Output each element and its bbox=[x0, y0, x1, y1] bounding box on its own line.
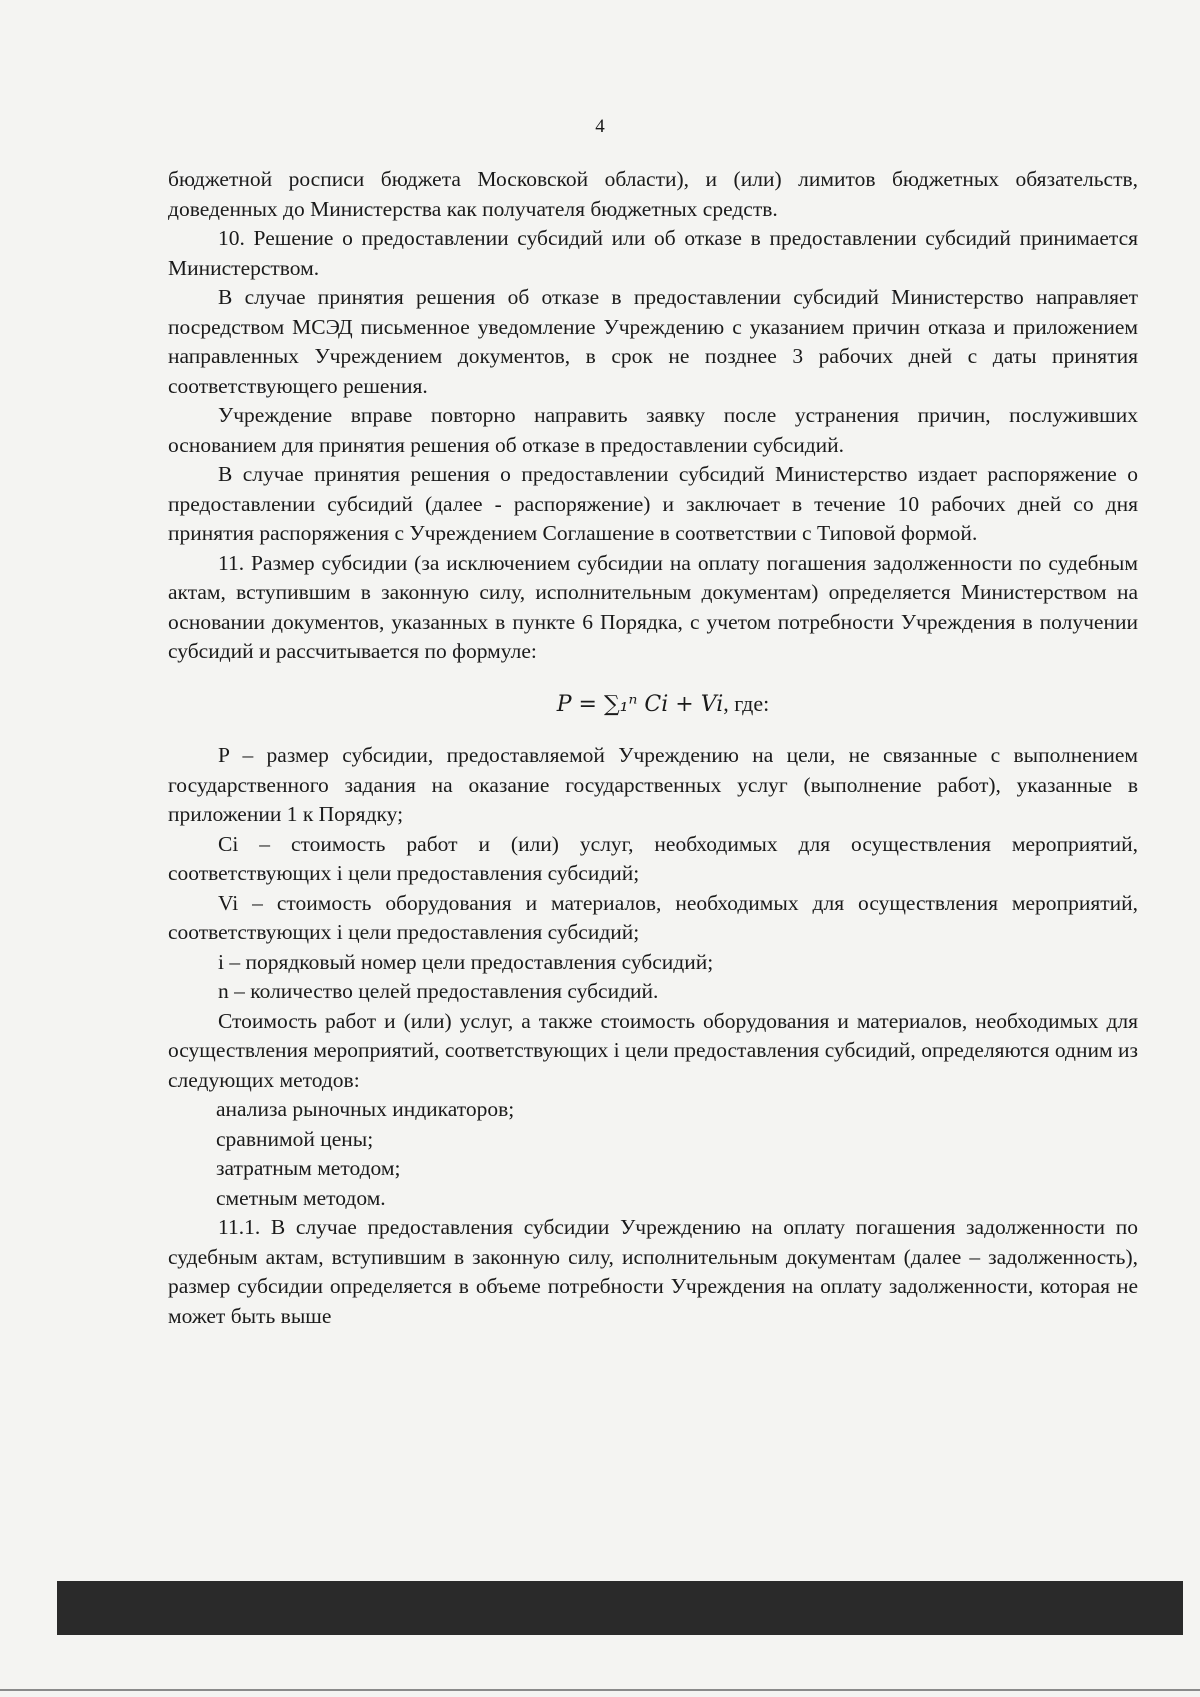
paragraph-cost-methods: Стоимость работ и (или) услуг, а также стоимость оборудования и материалов, необходимых для осуществления мероприятий, соответствующих i цели предоставления субсидий, определяются одним из следующих методов: bbox=[168, 1008, 1138, 1092]
list-item: сравнимой цены; bbox=[216, 1126, 374, 1151]
page-number: 4 bbox=[595, 116, 605, 137]
definition-vi: Vi – стоимость оборудования и материалов, необходимых для осуществления мероприятий, соответствующих i цели предоставления субсидий; bbox=[168, 890, 1138, 944]
paragraph-refusal: В случае принятия решения об отказе в предоставлении субсидий Министерство направляет посредством МСЭД письменное уведомление Учреждению с указанием причин отказа и приложением направленных Учреждением документов, в срок не позднее 3 рабочих дней с даты принятия соответствующего решения. bbox=[168, 285, 1138, 398]
formula-expression: P = ∑₁ⁿ Ci + Vi bbox=[556, 691, 724, 717]
list-item: анализа рыночных индикаторов; bbox=[216, 1097, 515, 1121]
footer-scan-band bbox=[57, 1581, 1183, 1635]
definition-n: n – количество целей предоставления субсидий. bbox=[218, 979, 659, 1003]
definition-i: i – порядковый номер цели предоставления субсидий; bbox=[218, 949, 714, 974]
definition-ci: Ci – стоимость работ и (или) услуг, необходимых для осуществления мероприятий, соответствующих i цели предоставления субсидий; bbox=[168, 831, 1138, 885]
paragraph-11: 11. Размер субсидии (за исключением субсидии на оплату погашения задолженности по судебным актам, вступившим в законную силу, исполнительным документам) определяется Министерством на основании документов, указанных в пункте 6 Порядка, с учетом потребности Учреждения в получении субсидий и рассчитывается по формуле: bbox=[168, 550, 1138, 663]
subsidy-formula bbox=[168, 689, 1138, 720]
list-item: затратным методом; bbox=[216, 1156, 401, 1180]
bottom-edge-line bbox=[0, 1689, 1200, 1691]
paragraph-grant-decision: В случае принятия решения о предоставлении субсидий Министерство издает распоряжение о предоставлении субсидий (далее - распоряжение) и заключает в течение 10 рабочих дней со дня принятия распоряжения с Учреждением Соглашение в соответствии с Типовой формой. bbox=[168, 462, 1138, 545]
paragraph-11-1: 11.1. В случае предоставления субсидии Учреждению на оплату погашения задолженности по судебным актам, вступившим в законную силу, исполнительным документам (далее – задолженность), размер субсидии определяется в объеме потребности Учреждения на оплату задолженности, которая не может быть выше bbox=[168, 1215, 1138, 1328]
paragraph-resubmit: Учреждение вправе повторно направить заявку после устранения причин, послуживших основанием для принятия решения об отказе в предоставлении субсидий. bbox=[168, 403, 1138, 457]
paragraph-10: 10. Решение о предоставлении субсидий или об отказе в предоставлении субсидий принимается Министерством. bbox=[168, 226, 1138, 280]
definition-p: P – размер субсидии, предоставляемой Учреждению на цели, не связанные с выполнением государственного задания на оказание государственных услуг (выполнение работ), указанные в приложении 1 к Порядку; bbox=[168, 743, 1138, 826]
formula-suffix: , где: bbox=[723, 690, 770, 716]
paragraph-budget: бюджетной росписи бюджета Московской области), и (или) лимитов бюджетных обязательств, доведенных до Министерства как получателя бюджетных средств. bbox=[168, 167, 1138, 221]
document-body bbox=[168, 165, 1138, 1331]
list-item: сметным методом. bbox=[216, 1185, 386, 1210]
